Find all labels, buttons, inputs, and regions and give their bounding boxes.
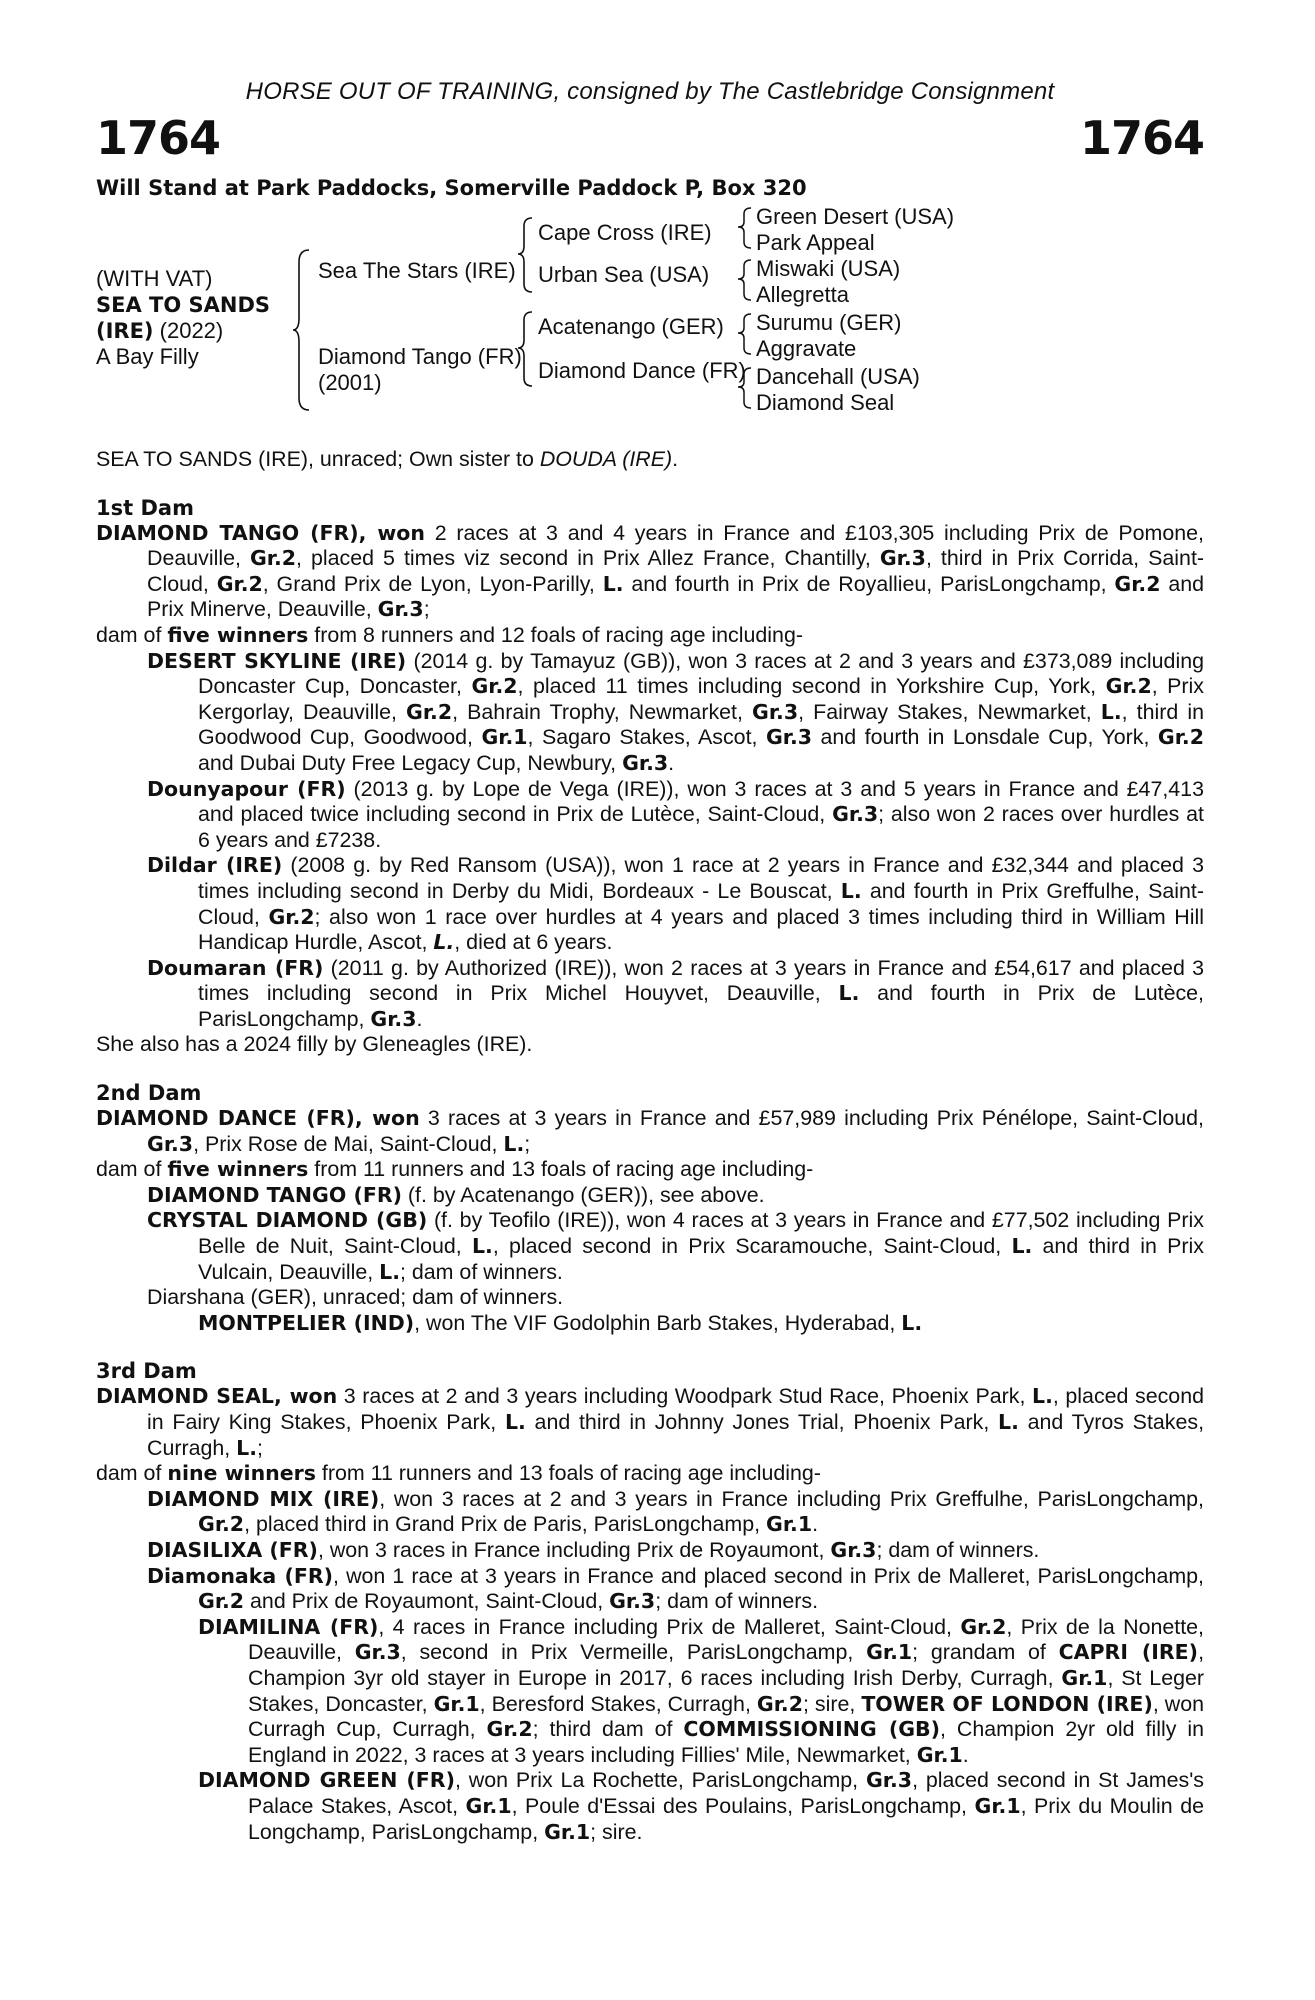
produce-diamond-mix: DIAMOND MIX (IRE), won 3 races at 2 and 3 years in France including Prix Greffulhe, ParisLongchamp, Gr.2, placed third in Grand Prix de Paris, ParisLongchamp, Gr.1. bbox=[147, 1486, 1204, 1537]
ped-dss: Surumu (GER) bbox=[756, 310, 902, 335]
ped-sdd: Allegretta bbox=[756, 282, 849, 307]
lot-number-left: 1764 bbox=[96, 111, 221, 165]
consignment-header: HORSE OUT OF TRAINING, consigned by The Castlebridge Consignment bbox=[245, 78, 1055, 105]
first-dam-produce-summary: dam of five winners from 8 runners and 12 foals of racing age including- bbox=[96, 622, 803, 647]
ped-sss: Green Desert (USA) bbox=[756, 204, 955, 229]
produce-diamilina: DIAMILINA (FR), 4 races in France including Prix de Malleret, Saint-Cloud, Gr.2, Prix de la Nonette, Deauville, Gr.3, second in Prix Vermeille, ParisLongchamp, Gr.1; grandam of CAPRI (IRE), Champion 3yr old stayer in Europe in 2017, 6 races including Irish Derby, Curragh, Gr.1, St Leger Stakes, Doncaster, Gr.1, Beresford Stakes, Curragh, Gr.2; sire, TOWER OF LONDON (IRE), won Curragh Cup, Curragh, Gr.2; third dam of COMMISSIONING (GB), Champion 2yr old filly in England in 2022, 3 races at 3 years including Fillies' Mile, Newmarket, Gr.1. bbox=[198, 1614, 1205, 1767]
intro-line: SEA TO SANDS (IRE), unraced; Own sister to DOUDA (IRE). bbox=[96, 447, 679, 471]
stand-location: Will Stand at Park Paddocks, Somerville Paddock P, Box 320 bbox=[96, 176, 807, 200]
produce-diamond-tango: DIAMOND TANGO (FR) (f. by Acatenango (GER)), see above. bbox=[147, 1182, 765, 1207]
second-dam-produce-summary: dam of five winners from 11 runners and 13 foals of racing age including- bbox=[96, 1157, 814, 1182]
sire-dam: Urban Sea (USA) bbox=[538, 262, 710, 287]
ped-ssd: Park Appeal bbox=[756, 230, 875, 255]
dam-sire: Acatenango (GER) bbox=[538, 314, 724, 339]
pedigree-brace-2a bbox=[516, 216, 536, 296]
produce-dildar: Dildar (IRE) (2008 g. by Red Ransom (USA)), won 1 race at 2 years in France and £32,344 and placed 3 times including second in Derby du Midi, Bordeaux - Le Bouscat, L. and fourth in Prix Greffulhe, Saint-Cloud, Gr.2; also won 1 race over hurdles at 4 years and placed 3 times including third in William Hill Handicap Hurdle, Ascot, L., died at 6 years. bbox=[147, 853, 1204, 955]
second-dam-heading: 2nd Dam bbox=[96, 1081, 202, 1106]
second-dam-record: DIAMOND DANCE (FR), won 3 races at 3 years in France and £57,989 including Prix Pénélope, Saint-Cloud, Gr.3, Prix Rose de Mai, Saint-Cloud, L.; bbox=[96, 1106, 1204, 1156]
produce-doumaran: Doumaran (FR) (2011 g. by Authorized (IRE)), won 2 races at 3 years in France and £54,617 and placed 3 times including second in Prix Michel Houyvet, Deauville, L. and fourth in Prix de Lutèce, ParisLongchamp, Gr.3. bbox=[147, 955, 1204, 1031]
catalogue-page bbox=[96, 78, 1204, 1845]
sire-sire: Cape Cross (IRE) bbox=[538, 220, 712, 245]
first-dam-record: DIAMOND TANGO (FR), won 2 races at 3 and 4 years in France and £103,305 including Prix de Pomone, Deauville, Gr.2, placed 5 times viz second in Prix Allez France, Chantilly, Gr.3, third in Prix Corrida, Saint-Cloud, Gr.2, Grand Prix de Lyon, Lyon-Parilly, L. and fourth in Prix de Royallieu, ParisLongchamp, Gr.2 and Prix Minerve, Deauville, Gr.3; bbox=[96, 520, 1205, 622]
first-dam-heading: 1st Dam bbox=[96, 495, 194, 520]
first-dam-section bbox=[96, 495, 1204, 1058]
pedigree-table bbox=[96, 206, 1204, 421]
dam-dam: Diamond Dance (FR) bbox=[538, 358, 746, 383]
horse-name-suffix: (IRE) (2022) bbox=[96, 318, 224, 343]
produce-crystal-diamond: CRYSTAL DIAMOND (GB) (f. by Teofilo (IRE)), won 4 races at 3 years in France and £77,502 including Prix Belle de Nuit, Saint-Cloud, L., placed second in Prix Scaramouche, Saint-Cloud, L. and third in Prix Vulcain, Deauville, L.; dam of winners. bbox=[147, 1208, 1204, 1284]
third-dam-produce-summary: dam of nine winners from 11 runners and 13 foals of racing age including- bbox=[96, 1461, 821, 1486]
pedigree-brace-3b bbox=[736, 258, 756, 302]
third-dam-heading: 3rd Dam bbox=[96, 1359, 197, 1384]
pedigree-brace-2b bbox=[516, 310, 536, 390]
produce-diamond-green: DIAMOND GREEN (FR), won Prix La Rochette, ParisLongchamp, Gr.3, placed second in St James's Palace Stakes, Ascot, Gr.1, Poule d'Essai des Poulains, ParisLongchamp, Gr.1, Prix du Moulin de Longchamp, ParisLongchamp, Gr.1; sire. bbox=[198, 1768, 1204, 1844]
dam-year: (2001) bbox=[318, 370, 382, 395]
pedigree-brace-3d bbox=[736, 366, 756, 410]
lot-number-row bbox=[96, 110, 1204, 166]
pedigree-brace-3a bbox=[736, 206, 756, 250]
first-dam-also-note: She also has a 2024 filly by Gleneagles (IRE). bbox=[96, 1032, 533, 1057]
produce-montpelier: MONTPELIER (IND), won The VIF Godolphin Barb Stakes, Hyderabad, L. bbox=[198, 1310, 923, 1335]
pedigree-brace-1 bbox=[291, 248, 315, 412]
pedigree-brace-3c bbox=[736, 312, 756, 356]
produce-desert-skyline: DESERT SKYLINE (IRE) (2014 g. by Tamayuz (GB)), won 3 races at 2 and 3 years and £373,089 including Doncaster Cup, Doncaster, Gr.2, placed 11 times including second in Yorkshire Cup, York, Gr.2, Prix Kergorlay, Deauville, Gr.2, Bahrain Trophy, Newmarket, Gr.3, Fairway Stakes, Newmarket, L., third in Goodwood Cup, Goodwood, Gr.1, Sagaro Stakes, Ascot, Gr.3 and fourth in Lonsdale Cup, York, Gr.2 and Dubai Duty Free Legacy Cup, Newbury, Gr.3. bbox=[147, 648, 1205, 775]
horse-description: A Bay Filly bbox=[96, 344, 199, 369]
ped-dds: Dancehall (USA) bbox=[756, 364, 920, 389]
second-dam-section bbox=[96, 1080, 1204, 1336]
ped-sds: Miswaki (USA) bbox=[756, 256, 901, 281]
ped-dsd: Aggravate bbox=[756, 336, 857, 361]
third-dam-section bbox=[96, 1358, 1204, 1845]
lot-number-right: 1764 bbox=[1079, 111, 1204, 165]
produce-diarshana: Diarshana (GER), unraced; dam of winners. bbox=[147, 1285, 564, 1310]
produce-diamonaka: Diamonaka (FR), won 1 race at 3 years in France and placed second in Prix de Malleret, ParisLongchamp, Gr.2 and Prix de Royaumont, Saint-Cloud, Gr.3; dam of winners. bbox=[147, 1563, 1205, 1614]
ped-ddd: Diamond Seal bbox=[756, 390, 895, 415]
produce-diasilixa: DIASILIXA (FR), won 3 races in France including Prix de Royaumont, Gr.3; dam of winners. bbox=[147, 1537, 1040, 1562]
sire: Sea The Stars (IRE) bbox=[318, 258, 516, 283]
horse-name: SEA TO SANDS bbox=[96, 293, 271, 317]
produce-dounyapour: Dounyapour (FR) (2013 g. by Lope de Vega (IRE)), won 3 races at 3 and 5 years in France and £47,413 and placed twice including second in Prix de Lutèce, Saint-Cloud, Gr.3; also won 2 races over hurdles at 6 years and £7238. bbox=[147, 776, 1204, 852]
dam: Diamond Tango (FR) bbox=[318, 344, 522, 369]
third-dam-record: DIAMOND SEAL, won 3 races at 2 and 3 years including Woodpark Stud Race, Phoenix Park, L., placed second in Fairy King Stakes, Phoenix Park, L. and third in Johnny Jones Trial, Phoenix Park, L. and Tyros Stakes, Curragh, L.; bbox=[96, 1384, 1205, 1460]
vat-note: (WITH VAT) bbox=[96, 266, 213, 291]
